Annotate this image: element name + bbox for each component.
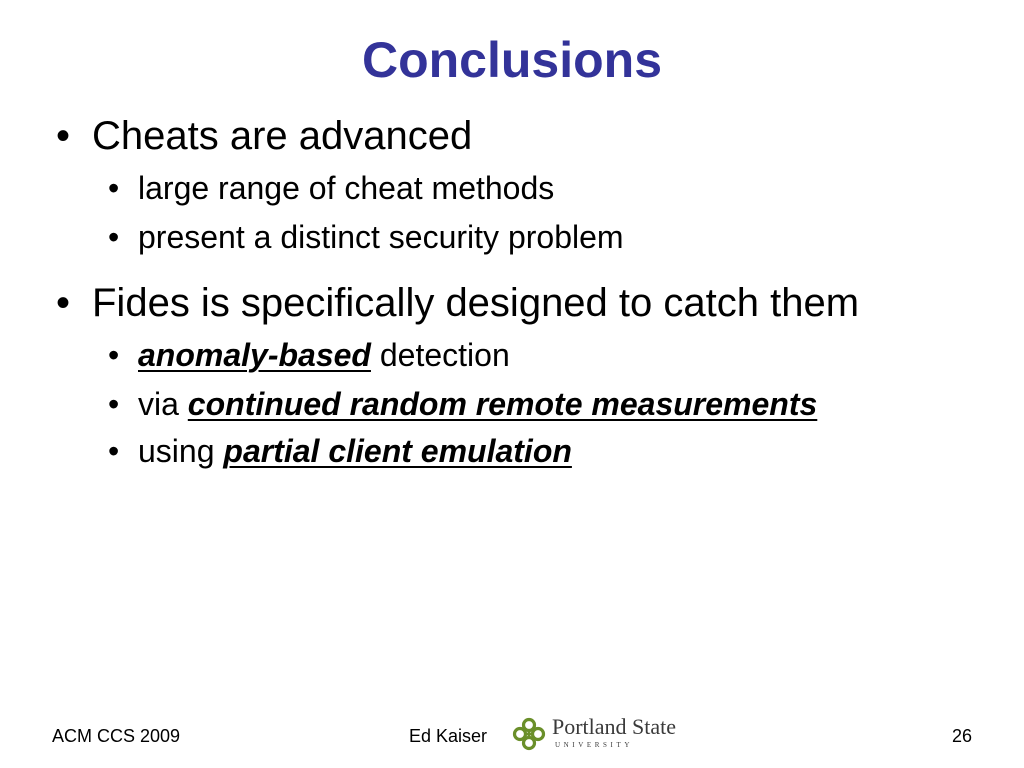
slide-title: Conclusions	[361, 32, 663, 88]
sub-bullet-text: using	[138, 433, 224, 469]
bullet-glyph: •	[108, 386, 120, 422]
bullet-glyph: •	[108, 170, 120, 206]
emphasized-text: anomaly-based	[138, 337, 371, 373]
sub-bullet-text: via	[138, 386, 188, 422]
psu-knot-icon	[511, 716, 547, 752]
bullet-glyph: •	[56, 114, 71, 158]
page-number: 26	[951, 726, 972, 746]
bullet-glyph: •	[108, 337, 120, 373]
sub-bullet-item	[108, 168, 554, 208]
bullet-item	[56, 279, 859, 327]
sub-bullet-item	[108, 431, 572, 471]
sub-bullet-item	[108, 335, 510, 375]
emphasized-text: partial client emulation	[223, 433, 572, 469]
logo-name: Portland State	[552, 714, 677, 739]
bullet-text: Cheats are advanced	[92, 114, 473, 158]
bullet-glyph: •	[108, 219, 120, 255]
sub-bullet-item	[108, 384, 817, 424]
sub-bullet-text: present a distinct security problem	[138, 219, 624, 255]
portland-state-logo	[511, 714, 701, 754]
logo-subtitle: UNIVERSITY	[555, 741, 633, 749]
emphasized-text: continued random remote measurements	[187, 386, 818, 422]
bullet-glyph: •	[108, 433, 120, 469]
bullet-text: Fides is specifically designed to catch them	[92, 281, 860, 325]
footer-author: Ed Kaiser	[409, 726, 488, 746]
sub-bullet-text: large range of cheat methods	[138, 170, 555, 206]
footer-conference: ACM CCS 2009	[52, 726, 181, 746]
sub-bullet-item	[108, 217, 624, 257]
bullet-glyph: •	[56, 281, 71, 325]
bullet-item	[56, 112, 472, 160]
sub-bullet-text: detection	[370, 337, 510, 373]
